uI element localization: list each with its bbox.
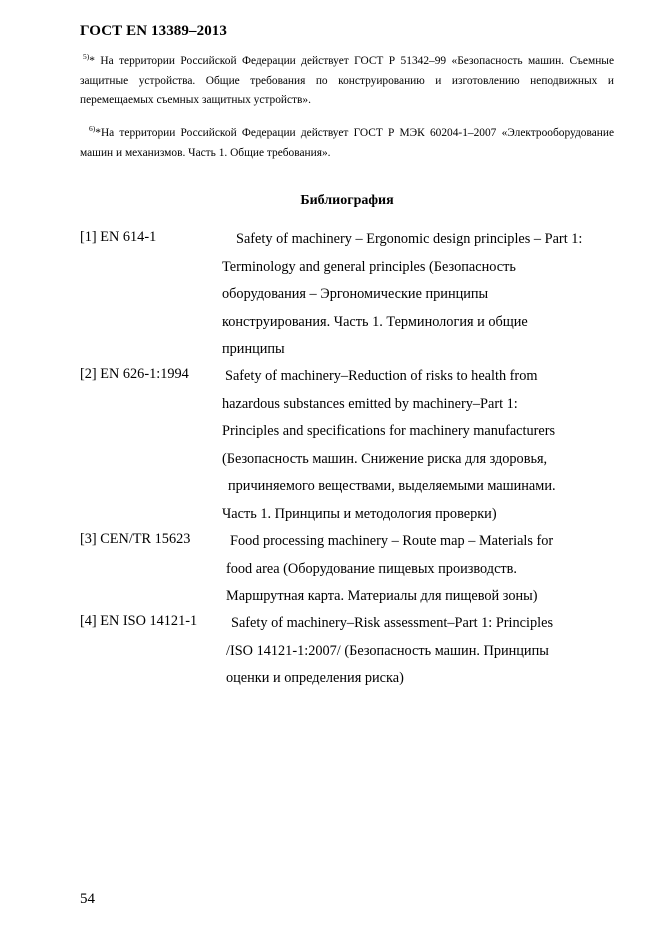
reference-line: причиняемого веществами, выделяемыми машинами. (228, 478, 556, 494)
reference-number: [4] EN ISO 14121-1 (80, 613, 198, 629)
reference-line: Food processing machinery – Route map – Materials for (230, 533, 554, 549)
reference-line: конструирования. Часть 1. Терминология и общие (222, 314, 528, 330)
reference-line: Часть 1. Принципы и методология проверки) (222, 506, 497, 522)
reference-line: Маршрутная карта. Материалы для пищевой зоны) (226, 588, 538, 604)
reference-line: (Безопасность машин. Снижение риска для здоровья, (222, 451, 548, 467)
reference-line: принципы (222, 341, 285, 357)
reference-number: [2] EN 626-1:1994 (80, 366, 189, 382)
document-header: ГОСТ EN 13389–2013 (80, 23, 227, 39)
reference-line: /ISO 14121-1:2007/ (Безопасность машин. Принципы (226, 643, 549, 659)
reference-line: hazardous substances emitted by machinery–Part 1: (222, 396, 518, 412)
page-number: 54 (80, 891, 95, 907)
footnote-text: * На территории Российской Федерации действует ГОСТ Р 51342–99 «Безопасность машин. Съемные защитные устройства. Общие требования по конструированию и изготовлению неподвижных и перемещаемых съемных защитных устройств». (80, 55, 614, 106)
reference-line: food area (Оборудование пищевых производств. (226, 561, 517, 577)
footnote-mark: 6) (89, 124, 96, 133)
reference-line: Terminology and general principles (Безопасность (222, 259, 516, 275)
reference-number: [1] EN 614-1 (80, 229, 157, 245)
reference-line: оборудования – Эргономические принципы (222, 286, 489, 302)
reference-number: [3] CEN/TR 15623 (80, 531, 191, 547)
footnote-text: *На территории Российской Федерации действует ГОСТ Р МЭК 60204-1–2007 «Электрооборудование машин и механизмов. Часть 1. Общие требования». (80, 127, 614, 159)
footnote-5 (80, 52, 614, 111)
reference-line: Safety of machinery – Ergonomic design principles – Part 1: (236, 231, 583, 247)
bibliography-title: Библиография (300, 193, 394, 208)
reference-line: оценки и определения риска) (226, 670, 404, 686)
footnote-6 (80, 124, 614, 163)
footnote-mark: 5) (83, 52, 90, 61)
reference-line: Safety of machinery–Risk assessment–Part 1: Principles (231, 615, 554, 631)
reference-line: Principles and specifications for machinery manufacturers (222, 423, 556, 439)
reference-line: Safety of machinery–Reduction of risks to health from (225, 368, 538, 384)
